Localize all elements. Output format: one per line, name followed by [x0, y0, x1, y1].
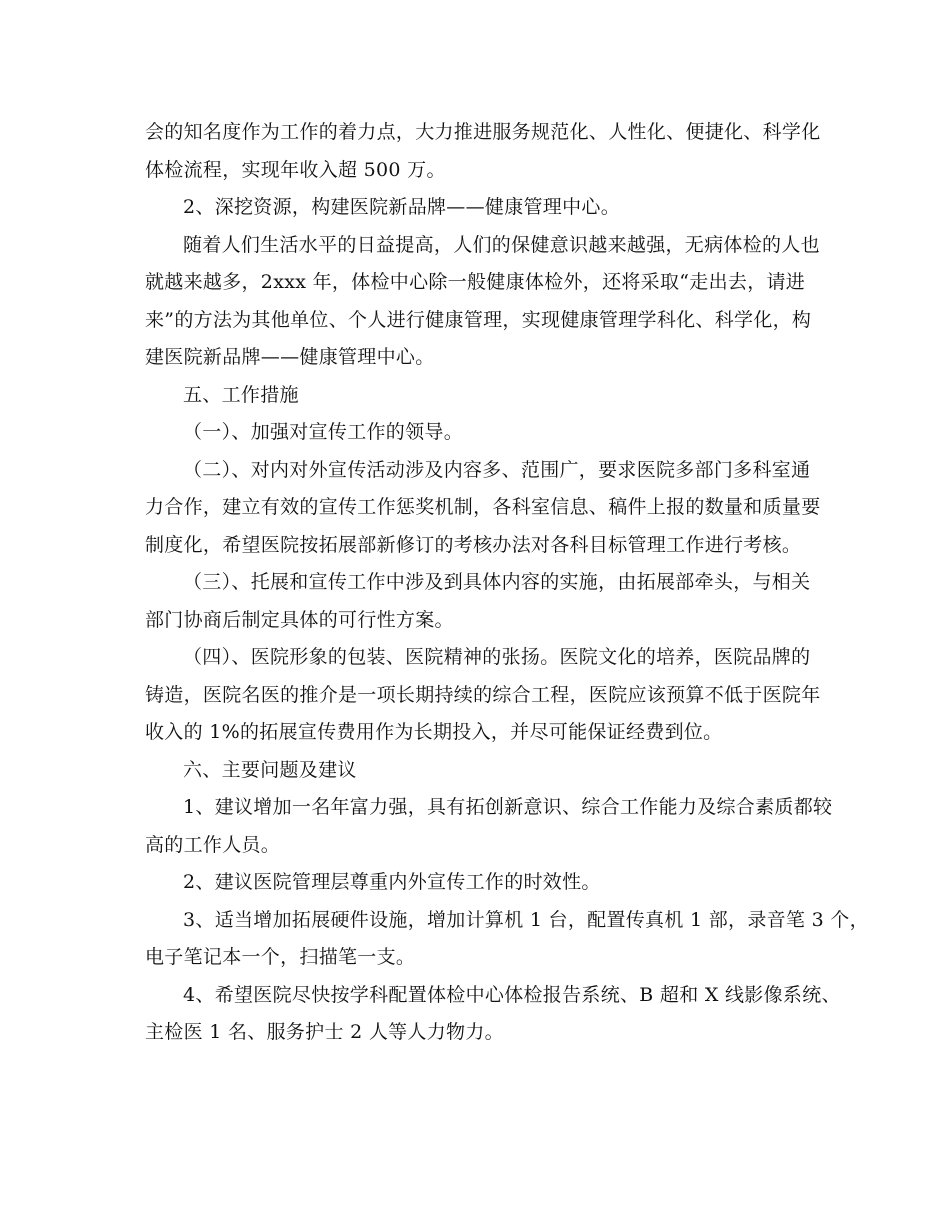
- text-line-24: 4、希望医院尽快按学科配置体检中心体检报告系统、B 超和 X 线影像系统、: [183, 983, 841, 1006]
- text-line-13: （三）、托展和宣传工作中涉及到具体内容的实施，由拓展部牵头，与相关: [183, 571, 811, 593]
- text-line-1: 会的知名度作为工作的着力点，大力推进服务规范化、人性化、便捷化、科学化: [145, 121, 821, 143]
- text-line-21: 2、建议医院管理层尊重内外宣传工作的时效性。: [183, 871, 601, 893]
- text-line-11: 力合作，建立有效的宣传工作惩奖机制，各科室信息、稿件上报的数量和质量要: [145, 496, 821, 518]
- text-line-25: 主检医 1 名、服务护士 2 人等人力物力。: [145, 1021, 504, 1043]
- text-line-5: 就越来越多，2xxx 年，体检中心除一般健康体检外，还将采取“走出去，请进: [145, 271, 806, 293]
- text-line-17: 收入的 1%的拓展宣传费用作为长期投入，并尽可能保证经费到位。: [145, 721, 723, 743]
- text-line-2: 体检流程，实现年收入超 500 万。: [145, 158, 446, 181]
- text-line-4: 随着人们生活水平的日益提高，人们的保健意识越来越强，无病体检的人也: [183, 233, 820, 256]
- section-heading-5: 五、工作措施: [183, 383, 299, 406]
- document-body: [145, 114, 869, 1052]
- text-line-10: （二）、对内对外宣传活动涉及内容多、范围广，要求医院多部门多科室通: [183, 458, 811, 481]
- text-line-14: 部门协商后制定具体的可行性方案。: [145, 608, 454, 631]
- text-line-22: 3、适当增加拓展硬件设施，增加计算机 1 台，配置传真机 1 部，录音笔 3 个，: [183, 908, 869, 931]
- text-line-6: 来”的方法为其他单位、个人进行健康管理，实现健康管理学科化、科学化，构: [145, 308, 812, 331]
- text-line-19: 1、建议增加一名年富力强，具有拓创新意识、综合工作能力及综合素质都较: [183, 796, 833, 818]
- section-heading-6: 六、主要问题及建议: [183, 758, 357, 781]
- text-line-9: （一）、加强对宣传工作的领导。: [183, 421, 464, 443]
- text-line-7: 建医院新品牌——健康管理中心。: [145, 346, 435, 368]
- text-line-16: 铸造，医院名医的推介是一项长期持续的综合工程，医院应该预算不低于医院年: [145, 683, 821, 706]
- text-line-23: 电子笔记本一个，扫描笔一支。: [145, 946, 416, 968]
- text-line-20: 高的工作人员。: [145, 833, 281, 856]
- text-line-15: （四）、医院形象的包装、医院精神的张扬。医院文化的培养，医院品牌的: [183, 646, 811, 668]
- text-line-12: 制度化，希望医院按拓展部新修订的考核办法对各科目标管理工作进行考核。: [145, 533, 802, 556]
- text-line-3: 2、深挖资源，构建医院新品牌——健康管理中心。: [183, 196, 620, 218]
